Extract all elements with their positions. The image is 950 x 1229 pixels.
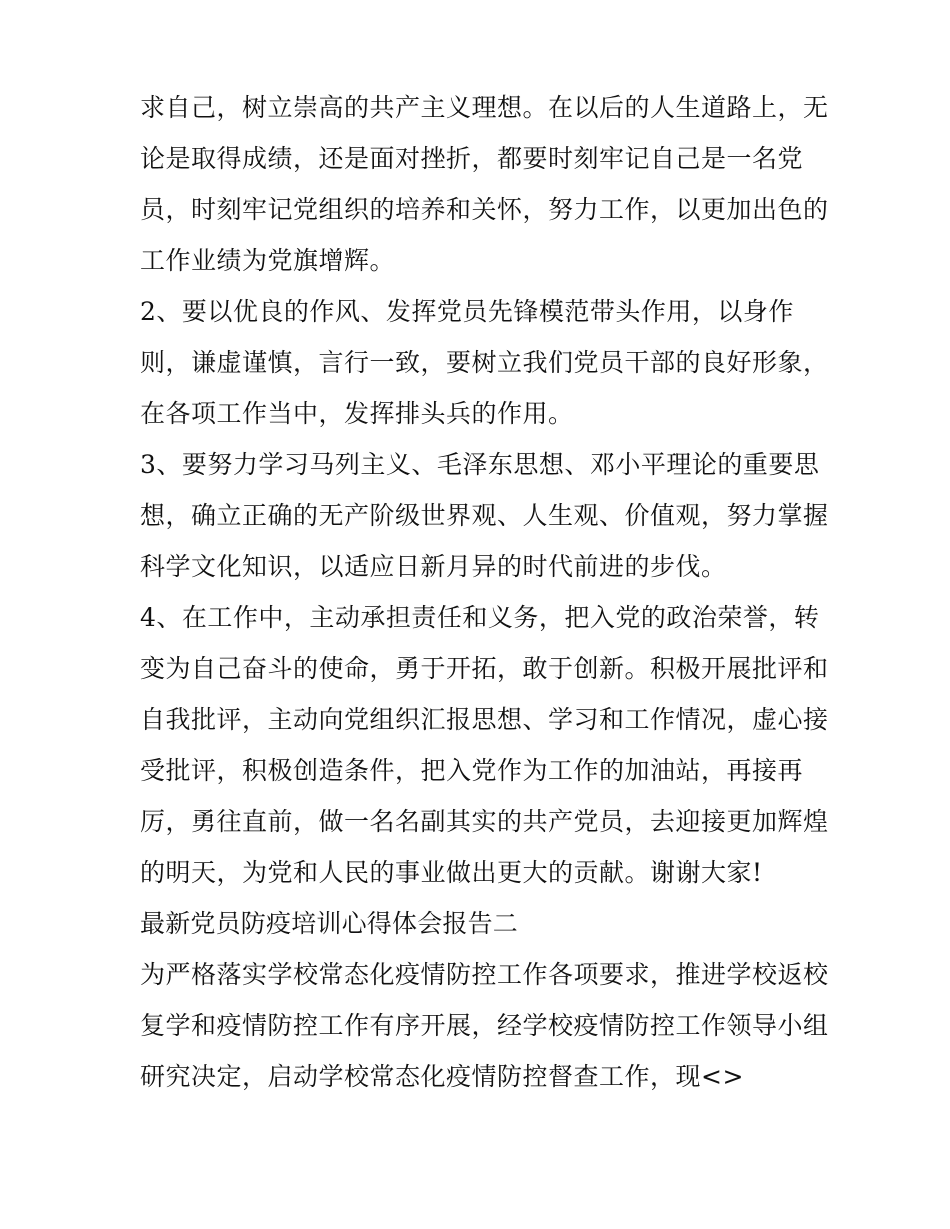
text-line: 员，时刻牢记党组织的培养和关怀，努力工作，以更加出色的 bbox=[140, 195, 829, 224]
text-line: 论是取得成绩，还是面对挫折，都要时刻牢记自己是一名党 bbox=[140, 144, 804, 173]
list-item-3: 3、要努力学习马列主义、毛泽东思想、邓小平理论的重要思 bbox=[140, 450, 820, 479]
text-line: 研究决定，启动学校常态化疫情防控督查工作，现<> bbox=[140, 1062, 744, 1091]
text-line: 变为自己奋斗的使命，勇于开拓，敢于创新。积极开展批评和 bbox=[140, 654, 829, 683]
text-line: 工作业绩为党旗增辉。 bbox=[140, 246, 396, 275]
document-body bbox=[140, 82, 829, 1102]
list-item-2: 2、要以优良的作风、发挥党员先锋模范带头作用，以身作 bbox=[140, 297, 794, 326]
text-line: 则，谦虚谨慎，言行一致，要树立我们党员干部的良好形象， bbox=[140, 348, 829, 377]
text-line: 的明天，为党和人民的事业做出更大的贡献。谢谢大家! bbox=[140, 858, 763, 887]
text-line: 为严格落实学校常态化疫情防控工作各项要求，推进学校返校 bbox=[140, 960, 829, 989]
text-line: 厉，勇往直前，做一名名副其实的共产党员，去迎接更加辉煌 bbox=[140, 807, 829, 836]
section-heading: 最新党员防疫培训心得体会报告二 bbox=[140, 909, 519, 938]
text-line: 科学文化知识，以适应日新月异的时代前进的步伐。 bbox=[140, 552, 727, 581]
text-line: 想，确立正确的无产阶级世界观、人生观、价值观，努力掌握 bbox=[140, 501, 829, 530]
text-line: 求自己，树立崇高的共产主义理想。在以后的人生道路上，无 bbox=[140, 93, 829, 122]
text-line: 在各项工作当中，发挥排头兵的作用。 bbox=[140, 399, 574, 428]
text-line: 自我批评，主动向党组织汇报思想、学习和工作情况，虚心接 bbox=[140, 705, 829, 734]
text-line: 复学和疫情防控工作有序开展，经学校疫情防控工作领导小组 bbox=[140, 1011, 829, 1040]
list-item-4: 4、在工作中，主动承担责任和义务，把入党的政治荣誉，转 bbox=[140, 603, 820, 632]
text-line: 受批评，积极创造条件，把入党作为工作的加油站，再接再 bbox=[140, 756, 804, 785]
